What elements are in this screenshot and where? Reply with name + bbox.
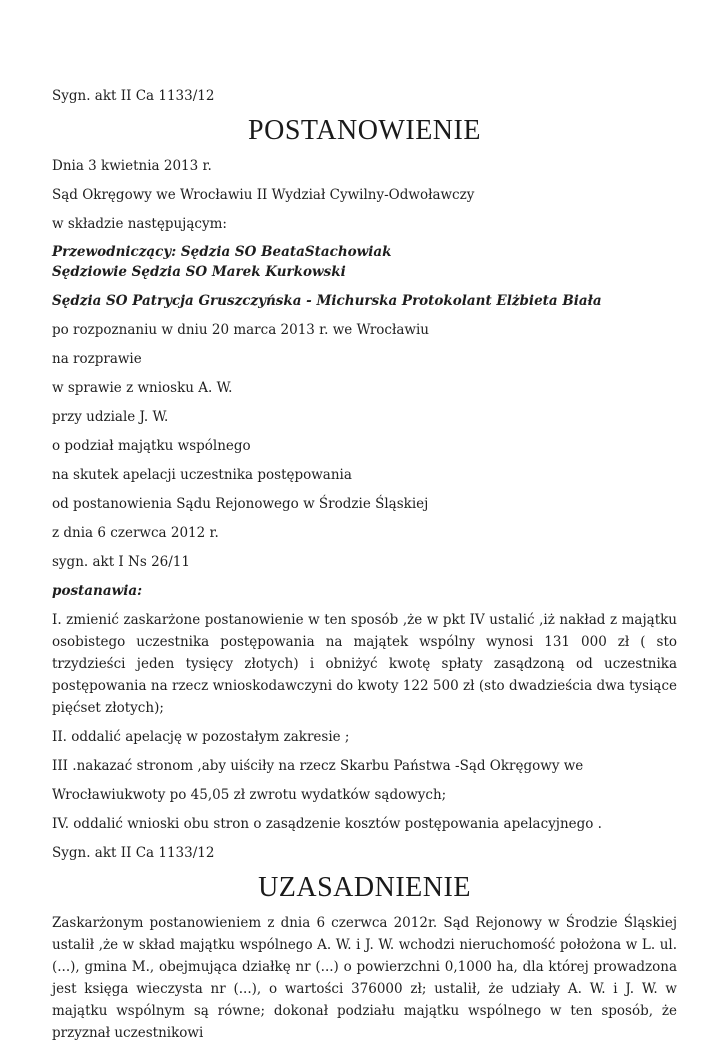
presiding-judge-line: Przewodniczący: Sędzia SO BeataStachowiak <box>52 244 392 260</box>
decision-title: POSTANOWIENIE <box>248 115 481 146</box>
participant-line: przy udziale J. W. <box>52 409 169 425</box>
ruling-point-3-line-2: Wrocławiukwoty po 45,05 zł zwrotu wydatków sądowych; <box>52 787 447 803</box>
ruling-intro: postanawia: <box>52 583 143 599</box>
hearing-line: po rozpoznaniu w dniu 20 marca 2013 r. we Wrocławiu <box>52 322 429 338</box>
judge-line: Sędziowie Sędzia SO Marek Kurkowski <box>52 264 346 280</box>
appealed-decision-date-line: z dnia 6 czerwca 2012 r. <box>52 525 219 541</box>
applicant-line: w sprawie z wniosku A. W. <box>52 380 233 396</box>
justification-title: UZASADNIENIE <box>258 872 471 903</box>
appealed-decision-line: od postanowienia Sądu Rejonowego w Środzie Śląskiej <box>52 496 429 512</box>
lower-court-case-reference: sygn. akt I Ns 26/11 <box>52 554 190 570</box>
panel-intro: w składzie następującym: <box>52 216 227 232</box>
justification-paragraph: Zaskarżonym postanowieniem z dnia 6 czerwca 2012r. Sąd Rejonowy w Środzie Śląskiej ustalił ,że w skład majątku wspólnego A. W. i J. W. wchodzi nieruchomość położona w L. ul. (...), gmina M., obejmująca działkę nr (...) o powierzchni 0,1000 ha, dla której prowadzona jest księga wieczysta nr (...), o wartości 376000 zł; ustalił, że udziały A. W. i J. W. w majątku wspólnym są równe; dokonał podziału majątku wspólnego w ten sposób, że przyznał uczestnikowi <box>52 915 677 1041</box>
panel-judges-block <box>52 242 677 282</box>
ruling-point-4: IV. oddalić wnioski obu stron o zasądzenie kosztów postępowania apelacyjnego . <box>52 816 602 832</box>
ruling-point-2: II. oddalić apelację w pozostałym zakresie ; <box>52 729 350 745</box>
hearing-type-line: na rozprawie <box>52 351 142 367</box>
ruling-point-3-line-1: III .nakazać stronom ,aby uiściły na rzecz Skarbu Państwa -Sąd Okręgowy we <box>52 758 584 774</box>
judge-and-clerk-line: Sędzia SO Patrycja Gruszczyńska - Michurska Protokolant Elżbieta Biała <box>52 293 602 309</box>
court-name: Sąd Okręgowy we Wrocławiu II Wydział Cywilny-Odwoławczy <box>52 187 475 203</box>
case-subject-line: o podział majątku wspólnego <box>52 438 251 454</box>
decision-date: Dnia 3 kwietnia 2013 r. <box>52 158 212 174</box>
case-reference-bottom: Sygn. akt II Ca 1133/12 <box>52 845 215 861</box>
appeal-source-line: na skutek apelacji uczestnika postępowania <box>52 467 352 483</box>
case-reference-top: Sygn. akt II Ca 1133/12 <box>52 88 215 104</box>
ruling-point-1: I. zmienić zaskarżone postanowienie w ten sposób ,że w pkt IV ustalić ,iż nakład z majątku osobistego uczestnika postępowania na majątek wspólny wynosi 131 000 zł ( sto trzydzieści jeden tysięcy złotych) i obniżyć kwotę spłaty zasądzoną od uczestnika postępowania na rzecz wnioskodawczyni do kwoty 122 500 zł (sto dwadzieścia dwa tysiące pięćset złotych); <box>52 612 677 716</box>
